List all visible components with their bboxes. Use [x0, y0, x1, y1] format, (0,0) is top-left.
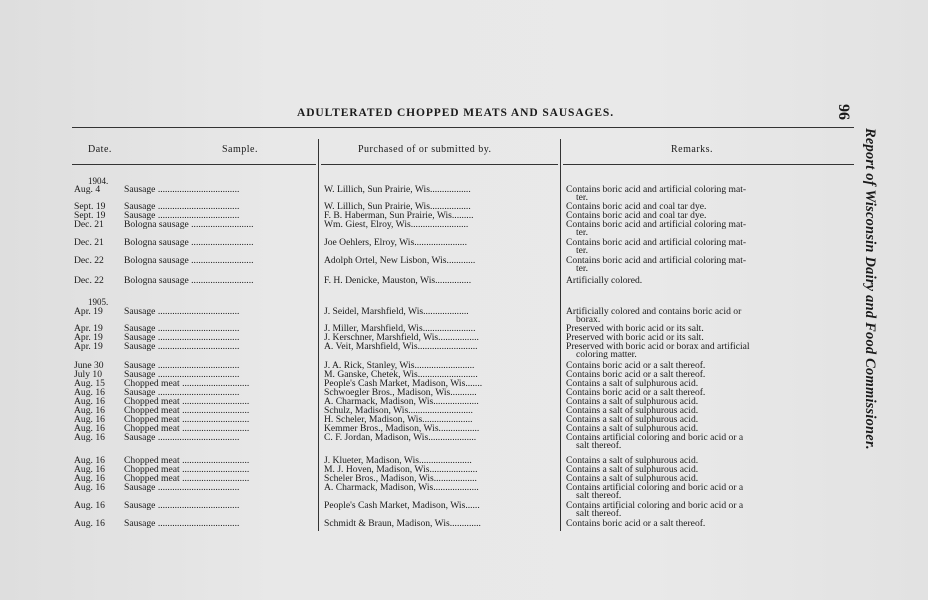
- year-label: 1905.: [88, 297, 109, 307]
- row-date: Apr. 19: [74, 306, 103, 317]
- row-remarks: Contains a salt of sulphurous acid.: [566, 473, 699, 484]
- row-sample: Sausage ..................................: [124, 185, 240, 195]
- row-purchased: People's Cash Market, Madison, Wis......: [324, 501, 480, 511]
- row-sample: Chopped meat ............................: [124, 456, 250, 466]
- row-purchased: J. Miller, Marshfield, Wis......................: [324, 324, 476, 334]
- row-date: Dec. 21: [74, 219, 104, 230]
- row-purchased: C. F. Jordan, Madison, Wis....................: [324, 433, 477, 443]
- table-row: [0, 237, 928, 256]
- row-date: Aug. 16: [74, 455, 105, 466]
- row-sample: Sausage ..................................: [124, 333, 240, 343]
- row-date: Aug. 16: [74, 405, 105, 416]
- row-remarks: Contains boric acid and coal tar dye.: [566, 210, 707, 221]
- row-remarks: Contains a salt of sulphurous acid.: [566, 455, 699, 466]
- table-row: [0, 255, 928, 274]
- row-purchased: Wm. Giest, Elroy, Wis........................: [324, 220, 469, 230]
- header-purchased: Purchased of or submitted by.: [358, 144, 492, 155]
- row-sample: Chopped meat ............................: [124, 474, 250, 484]
- row-sample: Bologna sausage ..........................: [124, 256, 254, 266]
- row-remarks: Contains artificial coloring and boric acid or a: [566, 500, 744, 511]
- row-purchased: Schulz, Madison, Wis...........................: [324, 406, 473, 416]
- row-remarks: Contains boric acid and coal tar dye.: [566, 201, 707, 212]
- row-purchased: Kemmer Bros., Madison, Wis.................: [324, 424, 480, 434]
- row-sample: Chopped meat ............................: [124, 465, 250, 475]
- row-remarks: Contains a salt of sulphurous acid.: [566, 414, 699, 425]
- table-row: [0, 276, 928, 286]
- row-date: Aug. 16: [74, 414, 105, 425]
- row-sample: Sausage ..................................: [124, 202, 240, 212]
- row-sample: Sausage ..................................: [124, 388, 240, 398]
- row-date: Apr. 19: [74, 341, 103, 352]
- row-remarks: Contains boric acid and artificial coloring mat-: [566, 237, 747, 248]
- row-remarks: Contains artificial coloring and boric acid or a: [566, 482, 744, 493]
- row-sample: Sausage ..................................: [124, 211, 240, 221]
- table-row: [0, 184, 928, 203]
- row-purchased: W. Lillich, Sun Prairie, Wis.................: [324, 202, 471, 212]
- row-purchased: A. Charmack, Madison, Wis...................: [324, 397, 479, 407]
- row-purchased: Joe Oehlers, Elroy, Wis......................: [324, 238, 467, 248]
- row-sample: Sausage ..................................: [124, 370, 240, 380]
- row-purchased: A. Veit, Marshfield, Wis.........................: [324, 342, 478, 352]
- table-row: [0, 306, 928, 325]
- row-purchased: F. H. Denicke, Mauston, Wis...............: [324, 276, 472, 286]
- row-purchased: J. Kerschner, Marshfield, Wis.................: [324, 333, 479, 343]
- row-purchased: J. A. Rick, Stanley, Wis.........................: [324, 361, 475, 371]
- row-sample: Bologna sausage ..........................: [124, 220, 254, 230]
- row-remarks: Preserved with boric acid or its salt.: [566, 332, 704, 343]
- row-remarks-continued: salt thereof.: [576, 440, 622, 451]
- row-remarks: Contains boric acid or a salt thereof.: [566, 387, 706, 398]
- row-date: Apr. 19: [74, 332, 103, 343]
- header-underline: [563, 164, 854, 165]
- row-purchased: People's Cash Market, Madison, Wis.......: [324, 379, 483, 389]
- row-remarks: Preserved with boric acid or its salt.: [566, 323, 704, 334]
- row-date: Aug. 16: [74, 464, 105, 475]
- row-sample: Sausage ..................................: [124, 324, 240, 334]
- row-remarks: Contains a salt of sulphurous acid.: [566, 464, 699, 475]
- page-title: ADULTERATED CHOPPED MEATS AND SAUSAGES.: [297, 107, 615, 119]
- row-purchased: Schmidt & Braun, Madison, Wis.............: [324, 519, 481, 529]
- header-date: Date.: [88, 144, 112, 155]
- row-remarks: Contains a salt of sulphurous acid.: [566, 405, 699, 416]
- row-sample: Chopped meat ............................: [124, 406, 250, 416]
- row-remarks-continued: coloring matter.: [576, 349, 637, 360]
- header-remarks: Remarks.: [671, 144, 714, 155]
- row-remarks: Contains a salt of sulphurous acid.: [566, 396, 699, 407]
- row-remarks: Artificially colored.: [566, 275, 643, 286]
- row-date: Sept. 19: [74, 201, 106, 212]
- row-date: July 10: [74, 369, 102, 380]
- row-date: Aug. 16: [74, 482, 105, 493]
- row-purchased: M. J. Hoven, Madison, Wis....................: [324, 465, 478, 475]
- row-date: Aug. 4: [74, 184, 101, 195]
- row-remarks: Contains boric acid and artificial coloring mat-: [566, 255, 747, 266]
- row-date: Aug. 16: [74, 432, 105, 443]
- row-sample: Sausage ..................................: [124, 433, 240, 443]
- row-date: Aug. 16: [74, 387, 105, 398]
- row-date: Apr. 19: [74, 323, 103, 334]
- row-remarks-continued: ter.: [576, 227, 588, 238]
- row-sample: Sausage ..................................: [124, 307, 240, 317]
- table-row: [0, 341, 928, 360]
- row-date: Dec. 21: [74, 237, 104, 248]
- row-remarks: Preserved with boric acid or borax and artificial: [566, 341, 750, 352]
- row-remarks-continued: ter.: [576, 245, 588, 256]
- row-sample: Chopped meat ............................: [124, 397, 250, 407]
- header-underline: [72, 164, 316, 165]
- running-head: Report of Wisconsin Dairy and Food Commissioner.: [862, 128, 878, 450]
- row-remarks-continued: salt thereof.: [576, 490, 622, 501]
- row-date: Dec. 22: [74, 275, 104, 286]
- row-sample: Bologna sausage ..........................: [124, 238, 254, 248]
- row-date: Aug. 16: [74, 500, 105, 511]
- row-remarks: Contains boric acid or a salt thereof.: [566, 360, 706, 371]
- row-sample: Sausage ..................................: [124, 342, 240, 352]
- row-remarks: Contains boric acid or a salt thereof.: [566, 369, 706, 380]
- header-underline: [321, 164, 558, 165]
- table-row: [0, 500, 928, 519]
- row-purchased: A. Charmack, Madison, Wis...................: [324, 483, 479, 493]
- row-purchased: Scheler Bros., Madison, Wis..................: [324, 474, 477, 484]
- row-sample: Sausage ..................................: [124, 483, 240, 493]
- row-sample: Chopped meat ............................: [124, 415, 250, 425]
- row-purchased: H. Scheler, Madison, Wis.....................: [324, 415, 473, 425]
- table-row: [0, 432, 928, 451]
- row-date: Aug. 15: [74, 378, 105, 389]
- row-date: Aug. 16: [74, 518, 105, 529]
- row-sample: Sausage ..................................: [124, 361, 240, 371]
- page-number: 96: [835, 104, 852, 120]
- table-row: [0, 482, 928, 501]
- row-purchased: W. Lillich, Sun Prairie, Wis.................: [324, 185, 471, 195]
- row-remarks: Contains boric acid and artificial coloring mat-: [566, 219, 747, 230]
- year-label: 1904.: [88, 176, 109, 186]
- row-date: Dec. 22: [74, 255, 104, 266]
- row-sample: Bologna sausage ..........................: [124, 276, 254, 286]
- row-remarks: Contains artificial coloring and boric acid or a: [566, 432, 744, 443]
- row-purchased: M. Ganske, Chetek, Wis.........................: [324, 370, 478, 380]
- row-purchased: Adolph Ortel, New Lisbon, Wis............: [324, 256, 476, 266]
- row-remarks-continued: ter.: [576, 192, 588, 203]
- row-remarks: Artificially colored and contains boric acid or: [566, 306, 742, 317]
- row-remarks-continued: borax.: [576, 314, 601, 325]
- row-date: Sept. 19: [74, 210, 106, 221]
- row-purchased: J. Seidel, Marshfield, Wis...................: [324, 307, 469, 317]
- row-remarks: Contains a salt of sulphurous acid.: [566, 423, 699, 434]
- row-purchased: J. Klueter, Madison, Wis......................: [324, 456, 472, 466]
- row-purchased: F. B. Haberman, Sun Prairie, Wis.........: [324, 211, 474, 221]
- top-rule: [72, 127, 854, 128]
- table-row: [0, 519, 928, 529]
- row-remarks-continued: ter.: [576, 263, 588, 274]
- row-sample: Sausage ..................................: [124, 519, 240, 529]
- row-remarks: Contains boric acid and artificial coloring mat-: [566, 184, 747, 195]
- header-sample: Sample.: [222, 144, 258, 155]
- row-sample: Sausage ..................................: [124, 501, 240, 511]
- row-sample: Chopped meat ............................: [124, 424, 250, 434]
- row-sample: Chopped meat ............................: [124, 379, 250, 389]
- table-row: [0, 219, 928, 238]
- row-remarks: Contains a salt of sulphurous acid.: [566, 378, 699, 389]
- row-remarks: Contains boric acid or a salt thereof.: [566, 518, 706, 529]
- row-remarks-continued: salt thereof.: [576, 508, 622, 519]
- row-date: Aug. 16: [74, 423, 105, 434]
- row-date: June 30: [74, 360, 104, 371]
- row-purchased: Schwoegler Bros., Madison, Wis...........: [324, 388, 477, 398]
- row-date: Aug. 16: [74, 396, 105, 407]
- row-date: Aug. 16: [74, 473, 105, 484]
